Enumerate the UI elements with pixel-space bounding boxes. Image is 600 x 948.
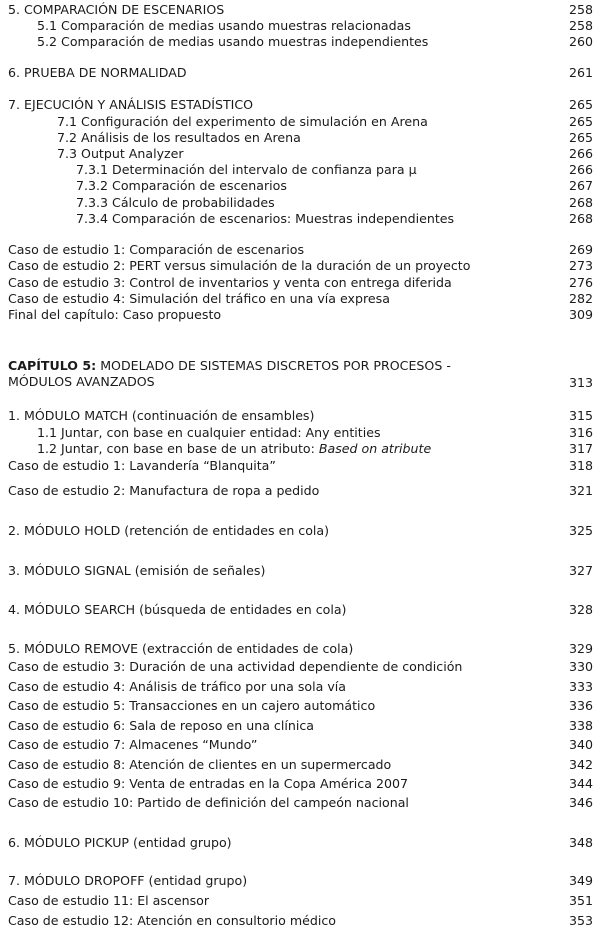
toc-page-number: 309 xyxy=(568,307,593,322)
toc-entry-title xyxy=(8,678,346,695)
toc-page-number: 273 xyxy=(568,258,593,273)
toc-entry xyxy=(0,358,600,392)
toc-entry-text: Caso de estudio 4: Simulación del tráfico en una vía expresa xyxy=(8,291,390,306)
toc-entry-title xyxy=(8,562,265,579)
toc-entry-title xyxy=(8,358,478,390)
toc-entry-title xyxy=(8,601,346,618)
toc-page-number: 266 xyxy=(568,162,593,177)
toc-page-number: 344 xyxy=(568,776,593,791)
toc-entry xyxy=(0,177,600,194)
toc-entry-title xyxy=(8,892,209,909)
toc-entry-title xyxy=(8,717,314,734)
toc-entry xyxy=(0,161,600,178)
toc-entry-text: 7.3.4 Comparación de escenarios: Muestras independientes xyxy=(76,211,455,226)
toc-entry-text: Caso de estudio 7: Almacenes “Mundo” xyxy=(8,737,258,752)
toc-entry-text: Caso de estudio 4: Análisis de tráfico por una sola vía xyxy=(8,679,347,694)
toc-entry xyxy=(0,194,600,211)
toc-entry xyxy=(0,210,600,227)
toc-entry-text: 7.3 Output Analyzer xyxy=(57,146,184,161)
toc-entry-text: 1.2 Juntar, con base en base de un atributo: xyxy=(37,441,319,456)
toc-entry xyxy=(0,145,600,162)
toc-entry-text: Caso de estudio 2: PERT versus simulación de la duración de un proyecto xyxy=(8,258,471,273)
toc-entry-text: Caso de estudio 3: Control de inventarios y venta con entrega diferida xyxy=(8,275,452,290)
toc-page-number: 316 xyxy=(568,425,593,440)
toc-entry-title xyxy=(8,697,375,714)
toc-page-number: 349 xyxy=(568,873,593,888)
toc-entry xyxy=(0,129,600,146)
toc-entry-title xyxy=(8,775,408,792)
toc-entry-title xyxy=(8,522,329,539)
chapter-label: CAPÍTULO 5: xyxy=(8,358,97,373)
toc-page-number: 268 xyxy=(568,195,593,210)
toc-entry-text: 7.2 Análisis de los resultados en Arena xyxy=(57,130,301,145)
toc-page-number: 268 xyxy=(568,211,593,226)
toc-page-number: 321 xyxy=(568,483,593,498)
toc-entry-title xyxy=(57,113,428,130)
toc-entry-text: 5. COMPARACIÓN DE ESCENARIOS xyxy=(8,2,225,17)
toc-entry-text: 6. PRUEBA DE NORMALIDAD xyxy=(8,65,187,80)
toc-entry-title xyxy=(37,440,431,457)
toc-page-number: 269 xyxy=(568,242,593,257)
toc-entry-title xyxy=(76,177,287,194)
toc-page-number: 265 xyxy=(568,97,593,112)
toc-entry xyxy=(0,794,600,811)
toc-entry xyxy=(0,601,600,618)
toc-page-number: 346 xyxy=(568,795,593,810)
toc-entry-text: Caso de estudio 3: Duración de una actividad dependiente de condición xyxy=(8,659,463,674)
toc-entry-title xyxy=(8,834,232,851)
toc-page-number: 342 xyxy=(568,757,593,772)
toc-page-number: 266 xyxy=(568,146,593,161)
toc-page-number: 265 xyxy=(568,114,593,129)
toc-entry xyxy=(0,290,600,307)
toc-page-number: 276 xyxy=(568,275,593,290)
toc-page-number: 351 xyxy=(568,893,593,908)
toc-entry-text: 7.3.1 Determinación del intervalo de confianza para μ xyxy=(76,162,417,177)
toc-entry-text: 5. MÓDULO REMOVE (extracción de entidades de cola) xyxy=(8,641,354,656)
toc-entry-title xyxy=(8,658,462,675)
toc-entry-text: 3. MÓDULO SIGNAL (emisión de señales) xyxy=(8,563,266,578)
toc-page-number: 327 xyxy=(568,563,593,578)
toc-page-number: 282 xyxy=(568,291,593,306)
toc-entry xyxy=(0,257,600,274)
toc-entry-title xyxy=(8,756,391,773)
toc-entry xyxy=(0,678,600,695)
toc-entry-title xyxy=(8,457,276,474)
toc-page-number: 348 xyxy=(568,835,593,850)
toc-entry-title xyxy=(57,129,301,146)
toc-page-number: 258 xyxy=(568,18,593,33)
toc-page-number: 265 xyxy=(568,130,593,145)
toc-page-number: 313 xyxy=(568,375,593,390)
toc-entry-title xyxy=(57,145,184,162)
toc-page-number: 317 xyxy=(568,441,593,456)
toc-entry-title xyxy=(8,482,319,499)
toc-entry-title xyxy=(8,794,409,811)
toc-entry-title xyxy=(8,872,247,889)
toc-entry-text: Caso de estudio 1: Lavandería “Blanquita” xyxy=(8,458,276,473)
toc-page-number: 329 xyxy=(568,641,593,656)
toc-entry xyxy=(0,658,600,675)
toc-entry-text: 7.3.3 Cálculo de probabilidades xyxy=(76,195,275,210)
toc-entry-title xyxy=(8,64,187,81)
toc-entry xyxy=(0,717,600,734)
toc-entry-title xyxy=(8,407,314,424)
toc-entry-text: Final del capítulo: Caso propuesto xyxy=(8,307,222,322)
toc-entry xyxy=(0,872,600,889)
toc-entry-text: 7. EJECUCIÓN Y ANÁLISIS ESTADÍSTICO xyxy=(8,97,254,112)
toc-entry xyxy=(0,640,600,657)
toc-entry-title xyxy=(8,290,390,307)
toc-entry-title xyxy=(37,17,411,34)
toc-entry xyxy=(0,274,600,291)
toc-entry-text: 7.3.2 Comparación de escenarios xyxy=(76,178,287,193)
toc-entry xyxy=(0,457,600,474)
toc-entry-title xyxy=(8,640,353,657)
toc-entry-text: 4. MÓDULO SEARCH (búsqueda de entidades en cola) xyxy=(8,602,347,617)
toc-entry xyxy=(0,17,600,34)
toc-entry-text: 7.1 Configuración del experimento de simulación en Arena xyxy=(57,114,428,129)
toc-page-number: 258 xyxy=(568,2,593,17)
toc-entry xyxy=(0,241,600,258)
toc-entry-title xyxy=(8,1,224,18)
toc-page-number: 261 xyxy=(568,65,593,80)
toc-entry-text: Caso de estudio 10: Partido de definición del campeón nacional xyxy=(8,795,409,810)
toc-entry-text: 6. MÓDULO PICKUP (entidad grupo) xyxy=(8,835,232,850)
toc-page-number: 325 xyxy=(568,523,593,538)
toc-page-number: 338 xyxy=(568,718,593,733)
toc-entry xyxy=(0,407,600,424)
toc-entry-text: Caso de estudio 1: Comparación de escenarios xyxy=(8,242,305,257)
toc-entry xyxy=(0,697,600,714)
toc-entry-title xyxy=(8,736,257,753)
toc-entry-text: Caso de estudio 11: El ascensor xyxy=(8,893,210,908)
toc-entry-text: 1.1 Juntar, con base en cualquier entidad: Any entities xyxy=(37,425,381,440)
toc-entry xyxy=(0,113,600,130)
toc-page-number: 318 xyxy=(568,458,593,473)
toc-entry xyxy=(0,892,600,909)
toc-entry-text: 1. MÓDULO MATCH (continuación de ensambles) xyxy=(8,408,315,423)
toc-entry-title xyxy=(76,161,417,178)
toc-entry xyxy=(0,64,600,81)
toc-page-number: 333 xyxy=(568,679,593,694)
toc-page-number: 328 xyxy=(568,602,593,617)
toc-page-number: 260 xyxy=(568,34,593,49)
toc-entry xyxy=(0,482,600,499)
toc-entry-title xyxy=(8,241,304,258)
toc-entry-title xyxy=(37,33,428,50)
toc-entry-title xyxy=(76,194,275,211)
toc-entry-text: Caso de estudio 9: Venta de entradas en la Copa América 2007 xyxy=(8,776,408,791)
toc-entry-text: Caso de estudio 8: Atención de clientes en un supermercado xyxy=(8,757,392,772)
toc-entry xyxy=(0,834,600,851)
toc-entry-title xyxy=(8,257,470,274)
toc-entry-italic-text: Based on atribute xyxy=(318,441,432,456)
toc-page-number: 315 xyxy=(568,408,593,423)
toc-entry xyxy=(0,1,600,18)
toc-entry-title xyxy=(8,306,221,323)
toc-page-number: 340 xyxy=(568,737,593,752)
toc-entry-title xyxy=(8,912,336,929)
toc-entry-text: Caso de estudio 12: Atención en consultorio médico xyxy=(8,913,336,928)
toc-entry xyxy=(0,96,600,113)
toc-entry-text: 2. MÓDULO HOLD (retención de entidades en cola) xyxy=(8,523,330,538)
toc-entry xyxy=(0,562,600,579)
toc-entry-title xyxy=(8,274,452,291)
toc-entry-text: Caso de estudio 6: Sala de reposo en una clínica xyxy=(8,718,314,733)
toc-entry xyxy=(0,736,600,753)
toc-entry-text: 7. MÓDULO DROPOFF (entidad grupo) xyxy=(8,873,248,888)
toc-entry-text: Caso de estudio 5: Transacciones en un cajero automático xyxy=(8,698,376,713)
toc-page-number: 336 xyxy=(568,698,593,713)
toc-entry-text: 5.1 Comparación de medias usando muestras relacionadas xyxy=(37,18,411,33)
toc-entry xyxy=(0,756,600,773)
toc-entry-title xyxy=(8,96,253,113)
toc-page-number: 267 xyxy=(568,178,593,193)
toc-entry-text: 5.2 Comparación de medias usando muestras independientes xyxy=(37,34,429,49)
toc-entry xyxy=(0,424,600,441)
toc-page-number: 353 xyxy=(568,913,593,928)
toc-entry xyxy=(0,33,600,50)
toc-entry-text: Caso de estudio 2: Manufactura de ropa a pedido xyxy=(8,483,320,498)
toc-entry-title xyxy=(37,424,381,441)
toc-entry-text: MODELADO DE SISTEMAS DISCRETOS POR PROCESOS - MÓDULOS AVANZADOS xyxy=(8,358,451,389)
toc-entry xyxy=(0,440,600,457)
toc-entry-title xyxy=(76,210,454,227)
toc-entry xyxy=(0,775,600,792)
toc-entry xyxy=(0,912,600,929)
toc-entry xyxy=(0,522,600,539)
toc-page-number: 330 xyxy=(568,659,593,674)
toc-entry xyxy=(0,306,600,323)
